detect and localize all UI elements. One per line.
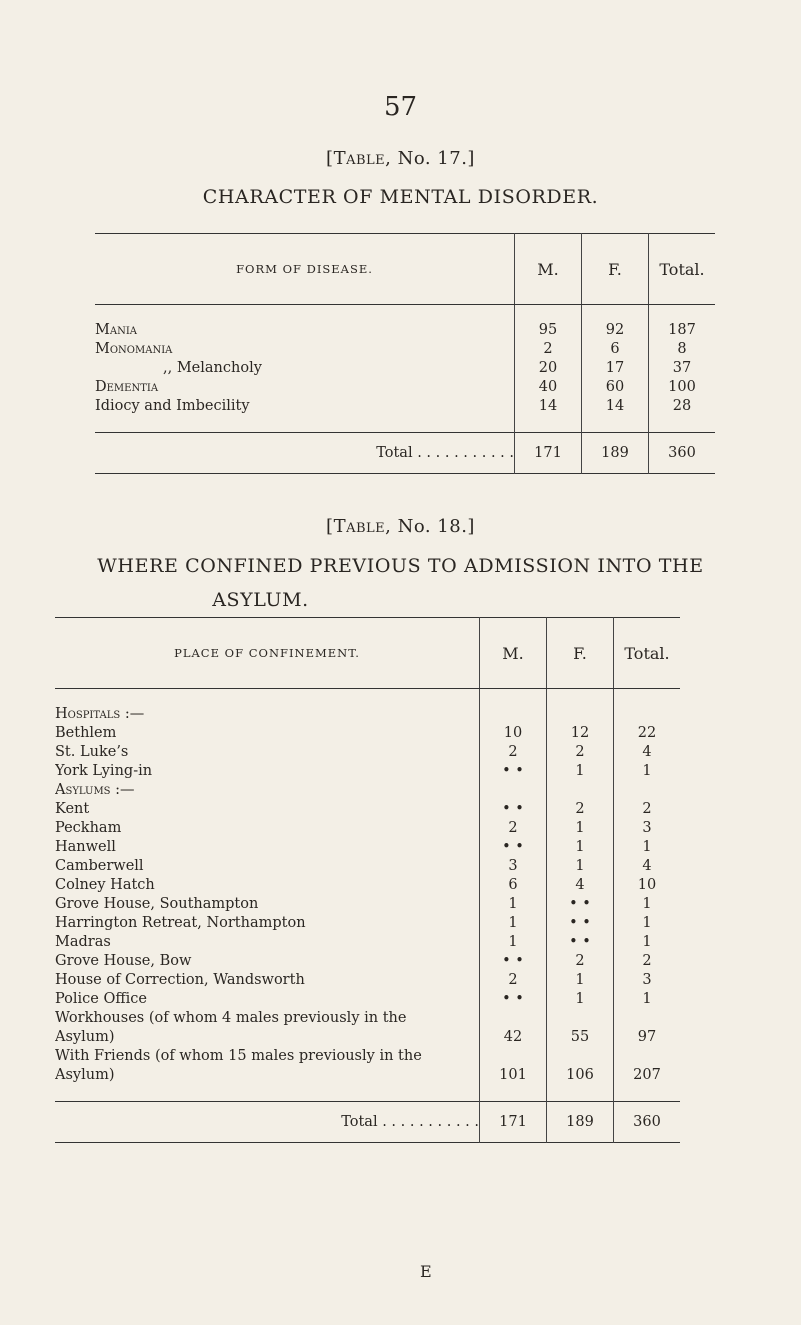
table-cell: 360 <box>649 433 716 474</box>
table-cell: 17 <box>582 359 649 378</box>
table-cell: 92 <box>582 321 649 340</box>
row-label: St. Luke’s <box>55 744 129 760</box>
table-18-caption <box>0 516 801 537</box>
table-cell <box>480 1009 547 1028</box>
table-cell <box>515 416 582 433</box>
table-cell: 360 <box>614 1102 681 1143</box>
header-m: M. <box>480 618 547 689</box>
row-label: Kent <box>55 801 90 817</box>
header-f: F. <box>547 618 614 689</box>
table-cell: 4 <box>614 743 681 762</box>
table-row <box>55 971 680 990</box>
row-label: Asylum) <box>55 1067 115 1083</box>
table-cell <box>480 1047 547 1066</box>
table-row-wrap <box>55 1009 680 1028</box>
table-18 <box>55 617 680 1143</box>
table-cell: • • <box>480 838 547 857</box>
table-cell: 3 <box>480 857 547 876</box>
row-label: Bethlem <box>55 725 117 741</box>
table-17 <box>95 233 715 474</box>
table-cell: • • <box>547 933 614 952</box>
table-cell: 187 <box>649 321 716 340</box>
table-cell <box>547 1009 614 1028</box>
table-row <box>55 914 680 933</box>
table-cell <box>614 1047 681 1066</box>
caption-number: , No. 18.] <box>385 516 475 537</box>
table-row <box>95 340 715 359</box>
table-row <box>55 933 680 952</box>
table-cell: 1 <box>547 971 614 990</box>
table-cell: 28 <box>649 397 716 416</box>
table-cell: 100 <box>649 378 716 397</box>
table-cell <box>547 705 614 724</box>
table-cell: 1 <box>614 895 681 914</box>
row-label: Asylum) <box>55 1029 115 1045</box>
table-row <box>55 857 680 876</box>
table-row <box>55 838 680 857</box>
table-row <box>55 876 680 895</box>
signature-mark: E <box>420 1262 432 1281</box>
group-heading <box>55 705 680 724</box>
header-total: Total. <box>614 618 681 689</box>
table-cell: 1 <box>480 933 547 952</box>
table-cell: 189 <box>547 1102 614 1143</box>
table-cell: 1 <box>614 914 681 933</box>
row-label: Total . . . . . . . . . . . <box>55 1102 480 1143</box>
group-heading <box>55 781 680 800</box>
table-cell: 1 <box>547 857 614 876</box>
caption-word: Table <box>333 148 386 169</box>
table-cell: 1 <box>480 914 547 933</box>
table-17-caption <box>0 148 801 169</box>
table-cell <box>649 305 716 322</box>
table-cell: 10 <box>614 876 681 895</box>
table-cell: 2 <box>547 743 614 762</box>
total-row <box>55 1102 680 1143</box>
table-cell: 4 <box>614 857 681 876</box>
table-cell: 60 <box>582 378 649 397</box>
table-cell: • • <box>480 990 547 1009</box>
table-cell: 6 <box>582 340 649 359</box>
header-m: M. <box>515 234 582 305</box>
table-cell: 1 <box>480 895 547 914</box>
caption-number: , No. 17.] <box>385 148 475 169</box>
table-cell: 42 <box>480 1028 547 1047</box>
table-cell: 37 <box>649 359 716 378</box>
table-cell <box>480 689 547 706</box>
table-row <box>55 1028 680 1047</box>
table-cell <box>547 1085 614 1102</box>
table-cell <box>480 1085 547 1102</box>
table-cell <box>614 1085 681 1102</box>
table-cell: 20 <box>515 359 582 378</box>
table-cell: 2 <box>480 971 547 990</box>
table-cell: 3 <box>614 971 681 990</box>
table-cell: 10 <box>480 724 547 743</box>
table-cell: 97 <box>614 1028 681 1047</box>
table-cell: 3 <box>614 819 681 838</box>
table-row <box>55 895 680 914</box>
row-label: Mania <box>95 322 137 338</box>
table-cell: 1 <box>547 819 614 838</box>
table-cell <box>547 781 614 800</box>
table-18-title-line2: ASYLUM. <box>212 589 309 611</box>
row-label: Police Office <box>55 991 148 1007</box>
row-label: Hanwell <box>55 839 116 855</box>
table-cell: 106 <box>547 1066 614 1085</box>
table-row <box>55 743 680 762</box>
row-label: Workhouses (of whom 4 males previously in the <box>55 1010 407 1026</box>
row-label: Dementia <box>95 379 159 395</box>
table-cell <box>614 689 681 706</box>
table-cell: 1 <box>547 762 614 781</box>
table-cell <box>480 781 547 800</box>
row-label: Madras <box>55 934 111 950</box>
header-f: F. <box>582 234 649 305</box>
table-cell: 14 <box>515 397 582 416</box>
page-number: 57 <box>383 92 418 122</box>
header-total: Total. <box>649 234 716 305</box>
table-cell <box>649 416 716 433</box>
table-cell <box>515 305 582 322</box>
table-cell: 171 <box>515 433 582 474</box>
row-label: Grove House, Bow <box>55 953 192 969</box>
table-row <box>55 762 680 781</box>
header-form-of-disease: FORM OF DISEASE. <box>95 234 515 305</box>
table-cell: 1 <box>547 838 614 857</box>
table-cell: 2 <box>614 800 681 819</box>
table-cell <box>614 705 681 724</box>
table-cell: • • <box>547 895 614 914</box>
row-label: With Friends (of whom 15 males previously in the <box>55 1048 422 1064</box>
table-cell: 6 <box>480 876 547 895</box>
table-cell: 4 <box>547 876 614 895</box>
table-row <box>95 378 715 397</box>
table-row <box>55 952 680 971</box>
header-place-of-confinement: PLACE OF CONFINEMENT. <box>55 618 480 689</box>
table-cell: 1 <box>614 762 681 781</box>
table-cell <box>582 416 649 433</box>
table-row-wrap <box>55 1047 680 1066</box>
table-row <box>55 1066 680 1085</box>
table-cell: 2 <box>547 952 614 971</box>
table-row <box>55 800 680 819</box>
table-row <box>55 990 680 1009</box>
table-cell: 1 <box>614 838 681 857</box>
table-cell: 1 <box>614 933 681 952</box>
table-17-title: CHARACTER OF MENTAL DISORDER. <box>202 186 599 208</box>
table-cell <box>480 705 547 724</box>
table-cell: 22 <box>614 724 681 743</box>
row-label: Idiocy and Imbecility <box>95 398 250 414</box>
table-cell: 189 <box>582 433 649 474</box>
table-cell <box>614 1009 681 1028</box>
table-cell: • • <box>480 800 547 819</box>
row-label: Colney Hatch <box>55 877 155 893</box>
table-18-title-line1: WHERE CONFINED PREVIOUS TO ADMISSION INTO THE <box>97 555 704 577</box>
row-label: Monomania <box>95 341 173 357</box>
table-row <box>55 724 680 743</box>
table-row <box>55 819 680 838</box>
row-label: Total . . . . . . . . . . . <box>95 433 515 474</box>
table-cell: 101 <box>480 1066 547 1085</box>
table-cell: • • <box>480 762 547 781</box>
caption-bracket: [ <box>326 148 334 169</box>
row-label: Hospitals :— <box>55 706 145 722</box>
table-cell: 2 <box>547 800 614 819</box>
table-cell: • • <box>547 914 614 933</box>
table-cell <box>614 781 681 800</box>
table-cell: 12 <box>547 724 614 743</box>
row-label: York Lying-in <box>55 763 153 779</box>
row-label: Camberwell <box>55 858 144 874</box>
table-cell: 95 <box>515 321 582 340</box>
table-cell: 1 <box>547 990 614 1009</box>
table-cell: 207 <box>614 1066 681 1085</box>
row-label: ,, Melancholy <box>163 360 262 376</box>
table-row <box>95 359 715 378</box>
table-cell: 14 <box>582 397 649 416</box>
total-row <box>95 433 715 474</box>
table-cell: 1 <box>614 990 681 1009</box>
caption-word: Table <box>333 516 386 537</box>
table-cell: 55 <box>547 1028 614 1047</box>
table-cell <box>582 305 649 322</box>
table-cell: 40 <box>515 378 582 397</box>
table-cell: 2 <box>480 743 547 762</box>
caption-bracket: [ <box>326 516 334 537</box>
row-label: Peckham <box>55 820 122 836</box>
table-cell: 2 <box>480 819 547 838</box>
table-row <box>95 321 715 340</box>
row-label: Asylums :— <box>55 782 135 798</box>
table-row <box>95 397 715 416</box>
row-label: Grove House, Southampton <box>55 896 259 912</box>
table-cell: 2 <box>515 340 582 359</box>
row-label: House of Correction, Wandsworth <box>55 972 305 988</box>
table-cell: 8 <box>649 340 716 359</box>
table-cell <box>547 689 614 706</box>
table-cell: 171 <box>480 1102 547 1143</box>
row-label: Harrington Retreat, Northampton <box>55 915 306 931</box>
table-cell: • • <box>480 952 547 971</box>
table-cell: 2 <box>614 952 681 971</box>
table-cell <box>547 1047 614 1066</box>
